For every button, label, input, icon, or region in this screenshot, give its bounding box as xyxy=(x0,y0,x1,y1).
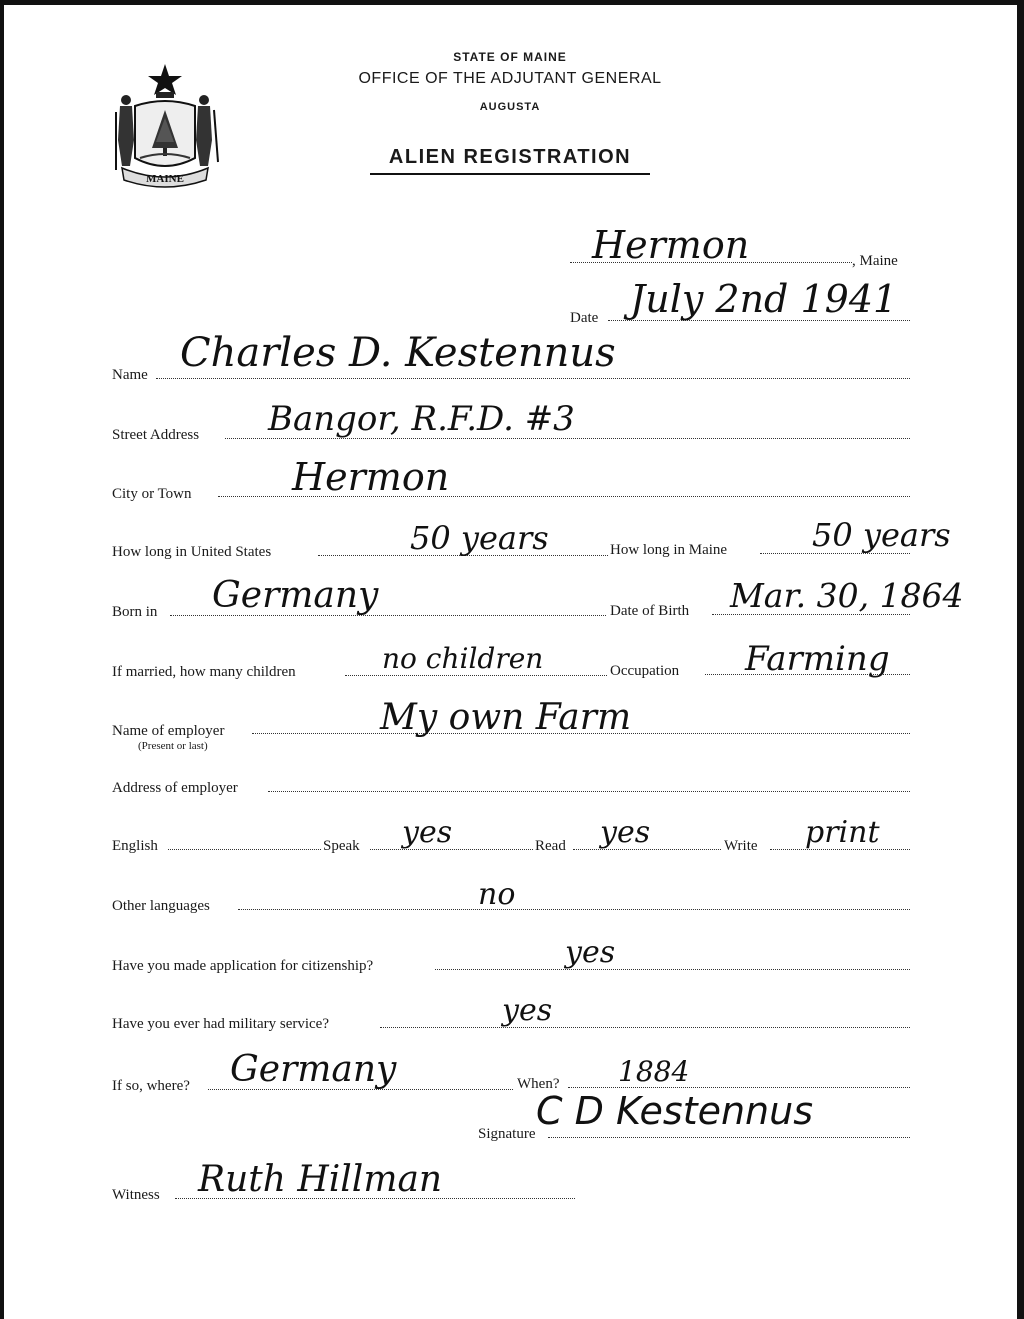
scan-border-top xyxy=(0,0,1024,5)
how-long-us-label: How long in United States xyxy=(112,544,272,560)
born-in-label: Born in xyxy=(112,604,158,620)
street-address-value: Bangor, R.F.D. #3 xyxy=(268,399,575,439)
write-label: Write xyxy=(724,838,758,854)
read-label: Read xyxy=(535,838,566,854)
seal-banner-text: MAINE xyxy=(146,173,184,185)
header-office: OFFICE OF THE ADJUTANT GENERAL xyxy=(358,70,662,87)
citizenship-value: yes xyxy=(565,935,616,970)
scan-border-left xyxy=(0,0,4,1319)
english-line xyxy=(168,849,321,850)
children-value: no children xyxy=(382,642,544,675)
read-value: yes xyxy=(600,815,651,850)
signature-line xyxy=(548,1137,910,1138)
witness-value: Ruth Hillman xyxy=(198,1159,443,1200)
children-line xyxy=(345,675,607,676)
speak-label: Speak xyxy=(323,838,360,854)
name-line xyxy=(156,378,910,379)
born-in-value: Germany xyxy=(212,575,379,616)
date-label: Date xyxy=(570,310,599,326)
employer-label: Name of employer xyxy=(112,723,225,739)
speak-value: yes xyxy=(402,815,453,850)
other-languages-label: Other languages xyxy=(112,898,210,914)
signature-value: C D Kestennus xyxy=(536,1089,814,1133)
employer-sublabel: (Present or last) xyxy=(138,740,208,752)
date-of-birth-value: Mar. 30, 1864 xyxy=(730,576,964,615)
city-value: Hermon xyxy=(292,455,450,499)
name-label: Name xyxy=(112,367,148,383)
citizenship-label: Have you made application for citizenship? xyxy=(112,958,374,974)
when-label: When? xyxy=(517,1076,560,1092)
maine-state-seal-icon xyxy=(110,62,220,190)
signature-label: Signature xyxy=(478,1126,536,1142)
when-value: 1884 xyxy=(618,1055,690,1088)
street-address-label: Street Address xyxy=(112,427,200,443)
witness-label: Witness xyxy=(112,1187,160,1203)
date-value: July 2nd 1941 xyxy=(630,277,898,321)
header-state: STATE OF MAINE xyxy=(453,50,567,64)
scan-border-right xyxy=(1017,0,1024,1319)
occupation-value: Farming xyxy=(745,639,890,679)
title-underline xyxy=(370,173,650,175)
military-label: Have you ever had military service? xyxy=(112,1016,329,1032)
other-languages-line xyxy=(238,909,910,910)
citizenship-line xyxy=(435,969,910,970)
city-label: City or Town xyxy=(112,486,192,502)
other-languages-value: no xyxy=(478,877,516,912)
where-label: If so, where? xyxy=(112,1078,190,1094)
write-value: print xyxy=(805,815,880,850)
town-value: Hermon xyxy=(592,223,750,267)
occupation-label: Occupation xyxy=(610,663,680,679)
military-line xyxy=(380,1027,910,1028)
employer-value: My own Farm xyxy=(380,697,632,738)
how-long-us-value: 50 years xyxy=(410,519,549,557)
date-of-birth-label: Date of Birth xyxy=(610,603,690,619)
employer-address-label: Address of employer xyxy=(112,780,238,796)
children-label: If married, how many children xyxy=(112,664,296,680)
maine-label: , Maine xyxy=(852,253,898,269)
where-value: Germany xyxy=(230,1049,397,1090)
how-long-maine-label: How long in Maine xyxy=(610,542,728,558)
military-value: yes xyxy=(502,993,553,1028)
english-label: English xyxy=(112,838,158,854)
form-title: ALIEN REGISTRATION xyxy=(388,146,632,168)
name-value: Charles D. Kestennus xyxy=(180,330,616,376)
how-long-maine-value: 50 years xyxy=(812,516,951,554)
header-city: AUGUSTA xyxy=(479,101,541,113)
employer-address-line xyxy=(268,791,910,792)
